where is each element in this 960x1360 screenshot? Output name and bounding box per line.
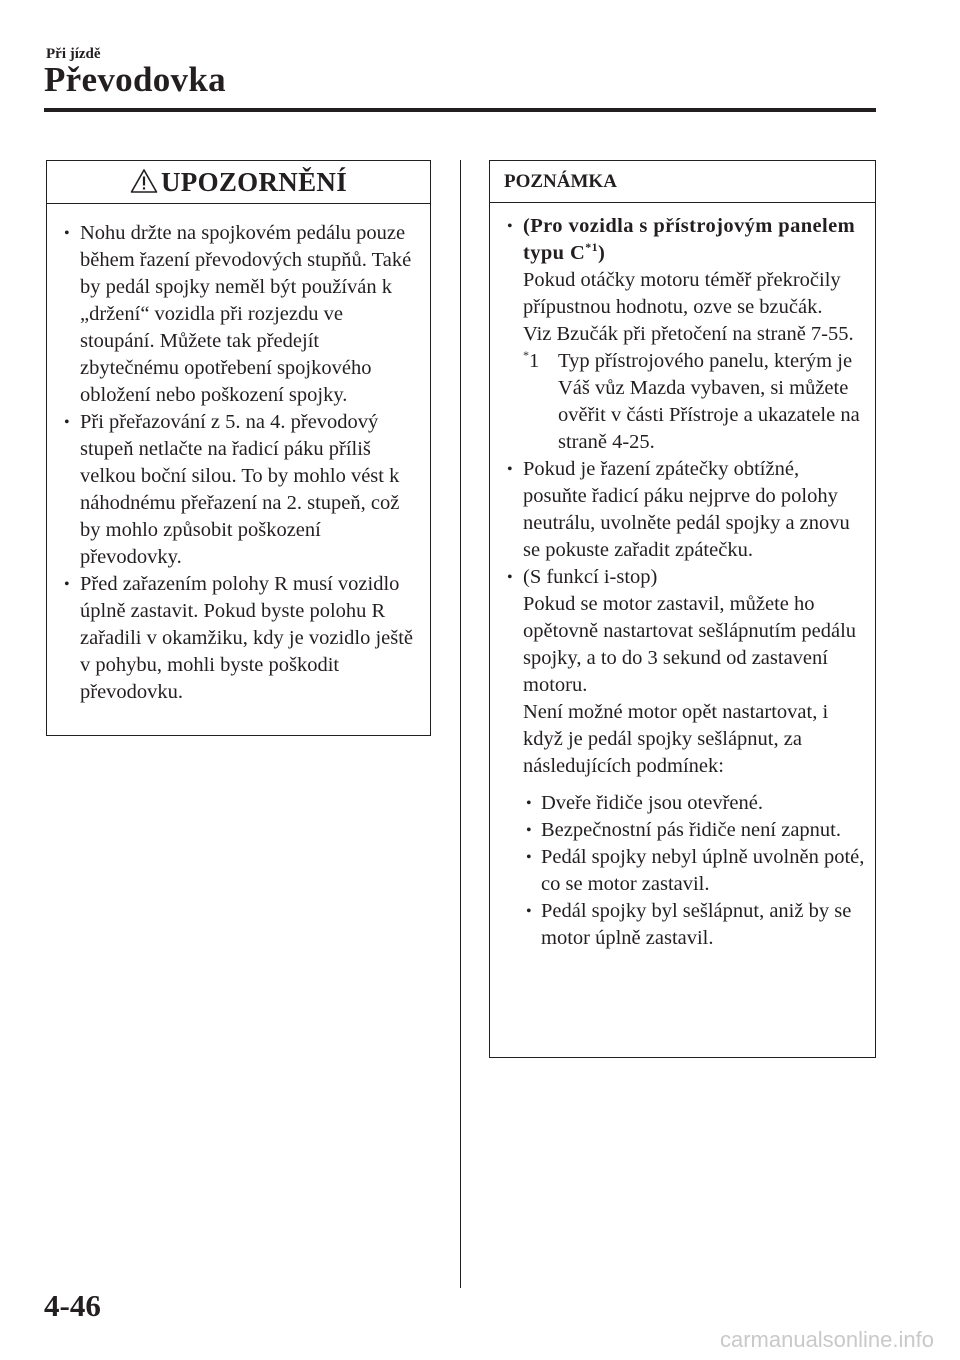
condition-text: Pedál spojky nebyl úplně uvolněn poté, co se motor zastavil. [541, 846, 865, 895]
heading-close: ) [598, 242, 606, 264]
note-body [490, 203, 875, 952]
condition-text: Bezpečnostní pás řidiče není zapnut. [541, 819, 841, 841]
header-rule [44, 108, 876, 112]
bullet: • [526, 795, 532, 812]
caution-item [47, 220, 420, 409]
footnote-star: * [523, 348, 529, 363]
note-item [490, 564, 865, 952]
bullet: • [64, 225, 70, 242]
footnote-ref: *1 [585, 240, 599, 255]
note-item-heading [523, 213, 865, 267]
caution-body [47, 204, 430, 706]
heading-text: (Pro vozidla s přístrojovým panelem typu C [523, 215, 856, 264]
footnote [523, 348, 865, 456]
bullet: • [507, 461, 513, 478]
bullet: • [526, 822, 532, 839]
caution-title: UPOZORNĚNÍ [160, 166, 347, 197]
condition-item [523, 790, 865, 817]
note-item [490, 213, 865, 456]
condition-text: Dveře řidiče jsou otevřené. [541, 792, 763, 814]
bullet: • [507, 218, 513, 235]
bullet: • [507, 569, 513, 586]
footnote-text: Typ přístrojového panelu, kterým je Váš vůz Mazda vybaven, si můžete ověřit v části Přístroje a ukazatele na straně 4-25. [558, 350, 860, 453]
section-label: Při jízdě [46, 46, 101, 62]
footnote-mark [523, 348, 539, 375]
note-item-text: Není možné motor opět nastartovat, i když je pedál spojky sešlápnut, za následujících podmínek: [523, 701, 829, 777]
page-number: 4-46 [44, 1288, 101, 1323]
caution-box [46, 160, 431, 736]
note-item-text: Pokud otáčky motoru téměř překročily přípustnou hodnotu, ozve se bzučák. [523, 269, 841, 318]
note-item-text: Pokud se motor zastavil, můžete ho opětovně nastartovat sešlápnutím pedálu spojky, a to do 3 sekund od zastavení motoru. [523, 593, 857, 696]
footnote-number: 1 [529, 350, 540, 372]
note-title: POZNÁMKA [504, 170, 617, 192]
bullet: • [64, 414, 70, 431]
note-item [490, 456, 865, 564]
note-item-text: Pokud je řazení zpátečky obtížné, posuňte řadicí páku nejprve do polohy neutrálu, uvolněte pedál spojky a znovu se pokuste zařadit zpátečku. [523, 458, 850, 561]
warning-triangle-icon [130, 168, 158, 194]
condition-item [523, 844, 865, 898]
condition-item [523, 898, 865, 952]
note-box [489, 160, 876, 1058]
caution-header [47, 161, 430, 204]
caution-item [47, 571, 420, 706]
caution-item-text: Při přeřazování z 5. na 4. převodový stupeň netlačte na řadicí páku příliš velkou boční silou. To by mohlo vést k náhodnému přeřazení na 2. stupeň, což by mohlo způsobit poškození převodovky. [80, 411, 400, 568]
caution-item-text: Před zařazením polohy R musí vozidlo úplně zastavit. Pokud byste polohu R zařadili v okamžiku, kdy je vozidlo ještě v pohybu, mohli byste poškodit převodovku. [80, 573, 414, 703]
note-item-heading: (S funkcí i-stop) [523, 566, 658, 588]
note-header [490, 161, 875, 203]
bullet: • [526, 849, 532, 866]
condition-item [523, 817, 865, 844]
watermark: carmanualsonline.info [719, 1327, 934, 1352]
condition-text: Pedál spojky byl sešlápnut, aniž by se motor úplně zastavil. [541, 900, 852, 949]
chapter-title: Převodovka [44, 60, 226, 99]
bullet: • [526, 903, 532, 920]
caution-item-text: Nohu držte na spojkovém pedálu pouze během řazení převodových stupňů. Také by pedál spojky neměl být používán k „držení“ vozidla při rozjezdu ve stoupání. Můžete tak předejít zbytečnému opotřebení spojkového obložení nebo poškození spojky. [80, 222, 412, 406]
column-divider [460, 160, 461, 1288]
note-item-text: Viz Bzučák při přetočení na straně 7-55. [523, 323, 854, 345]
bullet: • [64, 576, 70, 593]
caution-item [47, 409, 420, 571]
condition-list [523, 790, 865, 952]
